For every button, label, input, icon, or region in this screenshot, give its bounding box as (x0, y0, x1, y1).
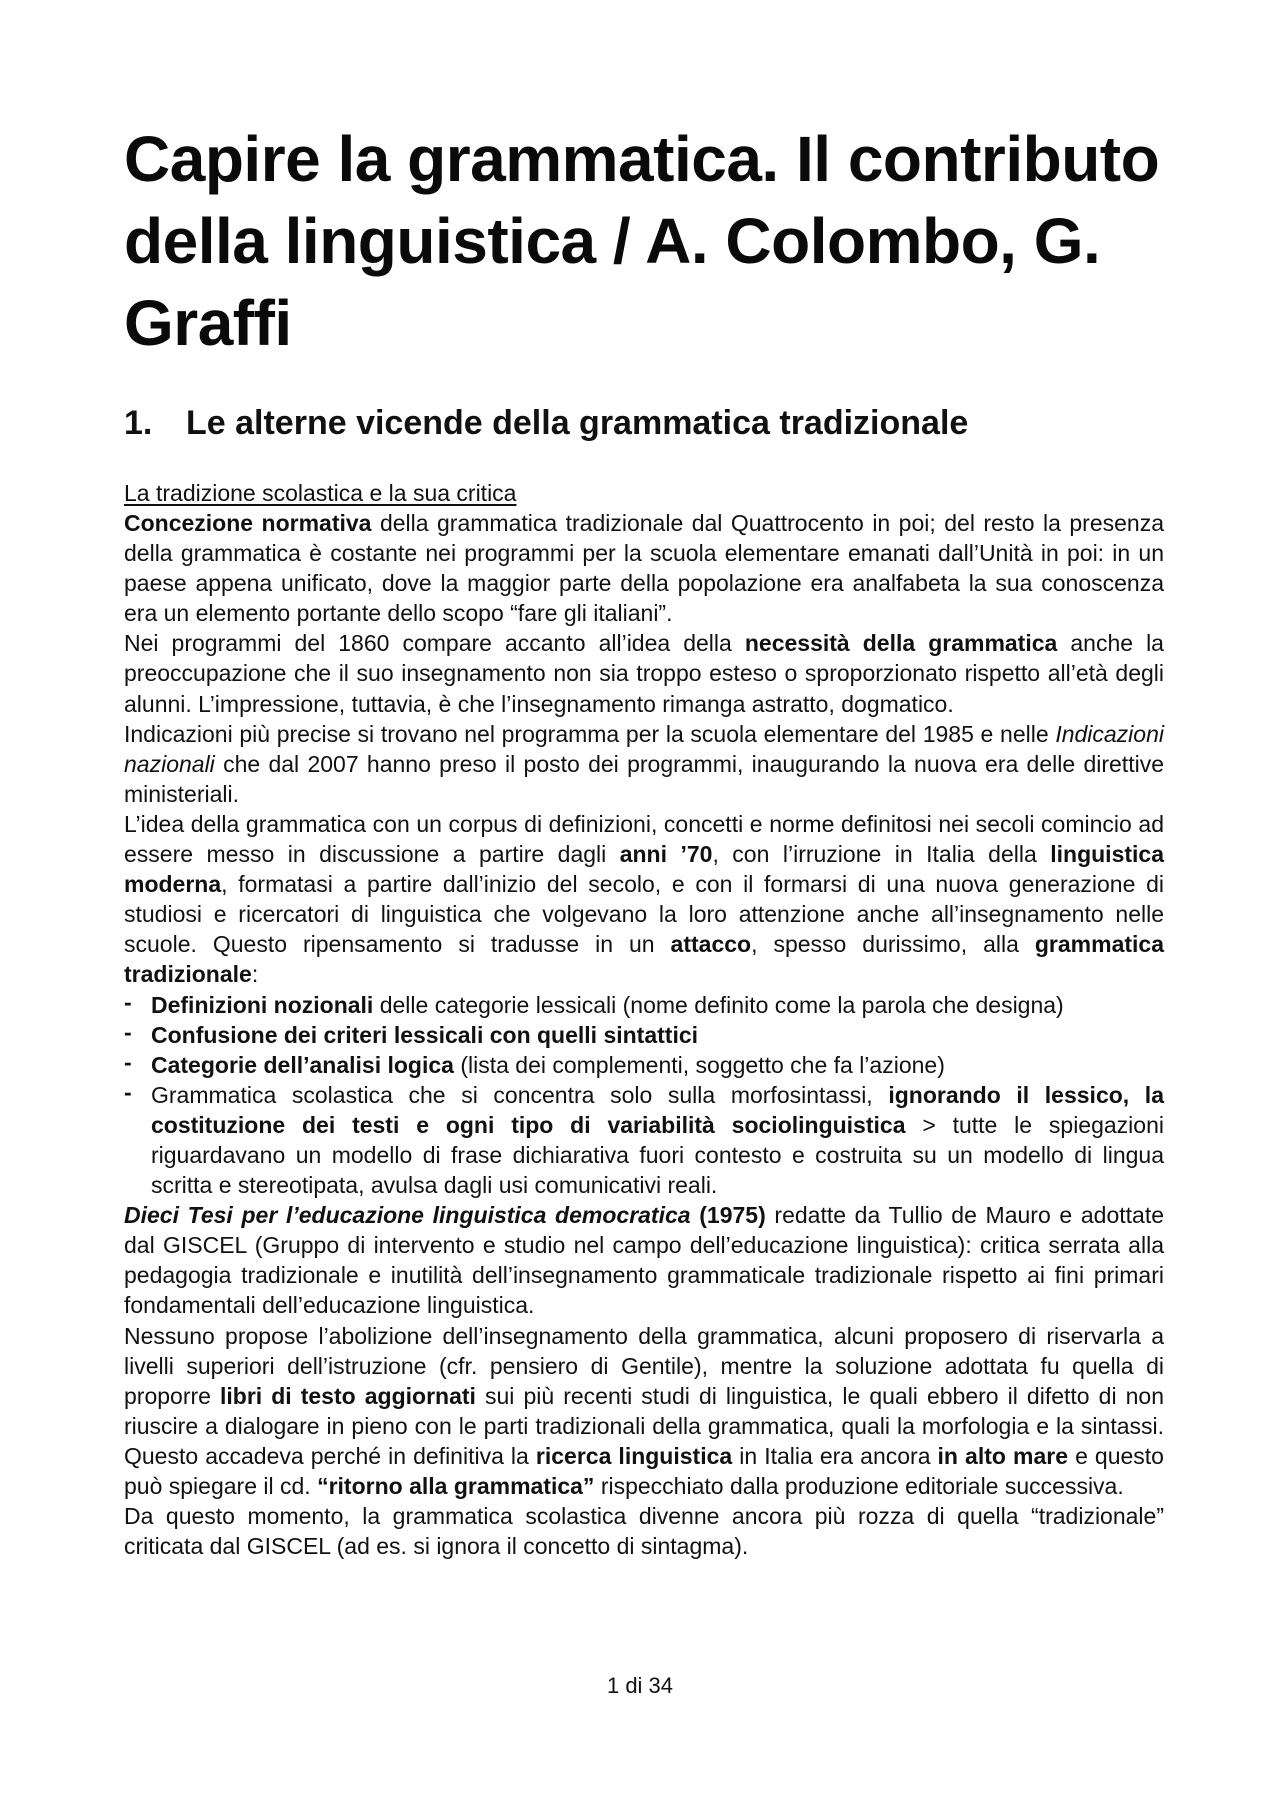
text-run: Nessuno propose l’abolizione dell’insegnamento della grammatica, alcuni proposero di riservarla a livelli superiori dell’istruzione (cfr. pensiero di Gentile), mentre la soluzione adottata fu quella di proporre (124, 1322, 1164, 1409)
text-run: > tutte le spiegazioni riguardavano un modello di frase dichiarativa fuori contesto e costruita su un modello di lingua scritta e stereotipata, avulsa dagli usi comunicativi reali. (151, 1111, 1164, 1199)
bold-text: (1975) (690, 1202, 766, 1229)
text-run: e questo può spiegare il cd. (124, 1442, 1164, 1499)
document-title: Capire la grammatica. Il contributo della linguistica / A. Colombo, G. Graffi (124, 123, 1160, 359)
list-item (124, 1020, 1164, 1050)
list-item (124, 990, 1164, 1020)
text-run: Da questo momento, la grammatica scolastica divenne ancora più rozza di quella “tradizionale” criticata dal GISCEL (ad es. si ignora il concetto di sintagma). (124, 1503, 1164, 1560)
dash-bullet-icon: - (124, 1018, 132, 1045)
text-run: Nei programmi del 1860 compare accanto all’idea della (124, 630, 745, 657)
text-run: L’idea della grammatica con un corpus di definizioni, concetti e norme definitosi nei secoli comincio ad essere messo in discussione a partire dagli (124, 810, 1164, 868)
text-run: delle categorie lessicali (nome definito come la parola che designa) (373, 991, 1064, 1018)
text-run: , spesso durissimo, alla (751, 931, 1035, 958)
text-run: : (251, 961, 259, 988)
subsection-heading: La tradizione scolastica e la sua critica (124, 480, 517, 506)
paragraph (124, 628, 1164, 718)
text-run: , con l’irruzione in Italia della (712, 841, 1051, 868)
bold-text: grammatica tradizionale (124, 931, 1164, 988)
text-run: , formatasi a partire dall’inizio del secolo, e con il formarsi di una nuova generazione di studiosi e ricercatori di linguistica che volgevano la loro attenzione anche all’insegnamento nelle scuole. Questo ripensamento si tradusse in un (124, 871, 1164, 958)
paragraph (124, 1200, 1164, 1320)
bold-italic-text (124, 1202, 691, 1228)
section-heading (124, 402, 1164, 444)
bold-text: Definizioni nozionali (151, 991, 374, 1018)
section-heading-text: Le alterne vicende della grammatica tradizionale (186, 404, 969, 442)
bold-text: in alto mare (937, 1442, 1068, 1469)
text-run: Grammatica scolastica che si concentra solo sulla morfosintassi, (151, 1081, 889, 1108)
emphasis-text: Dieci Tesi per l’educazione linguistica democratica (124, 1202, 691, 1229)
bold-text: ricerca linguistica (535, 1442, 733, 1469)
paragraphs-after-list (124, 1200, 1164, 1561)
text-run: (lista dei complementi, soggetto che fa l’azione) (453, 1051, 945, 1078)
paragraph (124, 1321, 1164, 1502)
criticism-list (124, 990, 1164, 1201)
text-run: Indicazioni più precise si trovano nel programma per la scuola elementare del 1985 e nelle (124, 720, 1056, 747)
paragraph (124, 1501, 1164, 1561)
bold-text: linguistica moderna (124, 841, 1164, 898)
bold-text: libri di testo aggiornati (220, 1382, 476, 1409)
text-run: redatte da Tullio de Mauro e adottate dal GISCEL (Gruppo di intervento e studio nel campo dell’educazione linguistica): critica serrata alla pedagogia tradizionale e inutilità dell’insegnamento grammaticale tradizionale rispetto ai fini primari fondamentali dell’educazione linguistica. (124, 1202, 1165, 1319)
italic-text: Indicazioni nazionali (124, 720, 1164, 777)
section-number: 1. (124, 404, 153, 442)
text-run: in Italia era ancora (732, 1442, 938, 1469)
list-item (124, 1050, 1164, 1080)
bold-text: Confusione dei criteri lessicali con quelli sintattici (151, 1021, 699, 1048)
bold-text: ignorando il lessico, la costituzione dei testi e ogni tipo di variabilità sociolinguistica (151, 1081, 1164, 1138)
text-run: della grammatica tradizionale dal Quattrocento in poi; del resto la presenza della grammatica è costante nei programmi per la scuola elementare emanati dall’Unità in poi: in un paese appena unificato, dove la maggior parte della popolazione era analfabeta la sua conoscenza era un elemento portante dello scopo “fare gli italiani”. (124, 510, 1164, 627)
dash-bullet-icon: - (124, 988, 132, 1015)
dash-bullet-icon: - (124, 1048, 132, 1075)
text-run: sui più recenti studi di linguistica, le quali ebbero il difetto di non riuscire a dialogare in pieno con le parti tradizionali della grammatica, quali la morfologia e la sintassi. Questo accadeva perché in definitiva la (124, 1382, 1164, 1469)
dash-bullet-icon: - (124, 1078, 132, 1105)
bold-text: Categorie dell’analisi logica (151, 1051, 454, 1078)
text-run: che dal 2007 hanno preso il posto dei programmi, inaugurando la nuova era delle direttive ministeriali. (124, 750, 1164, 807)
document-page (124, 118, 1164, 1561)
bold-text: Concezione normativa (124, 510, 372, 536)
body-text (124, 508, 1164, 1561)
paragraphs-before-list (124, 508, 1164, 990)
text-run: anche la preoccupazione che il suo insegnamento non sia troppo esteso o sproporzionato rispetto all’età degli alunni. L’impressione, tuttavia, è che l’insegnamento rimanga astratto, dogmatico. (124, 630, 1164, 717)
paragraph (124, 809, 1164, 990)
bold-text: necessità della grammatica (744, 630, 1058, 657)
bold-text: attacco (670, 931, 752, 958)
paragraph (124, 508, 1164, 628)
paragraph (124, 719, 1164, 809)
list-item (124, 1080, 1164, 1200)
text-run: rispecchiato dalla produzione editoriale successiva. (594, 1473, 1124, 1499)
bold-text: anni ’70 (619, 841, 713, 868)
bold-text: “ritorno alla grammatica” (317, 1473, 595, 1499)
page-number: 1 di 34 (606, 1673, 674, 1698)
